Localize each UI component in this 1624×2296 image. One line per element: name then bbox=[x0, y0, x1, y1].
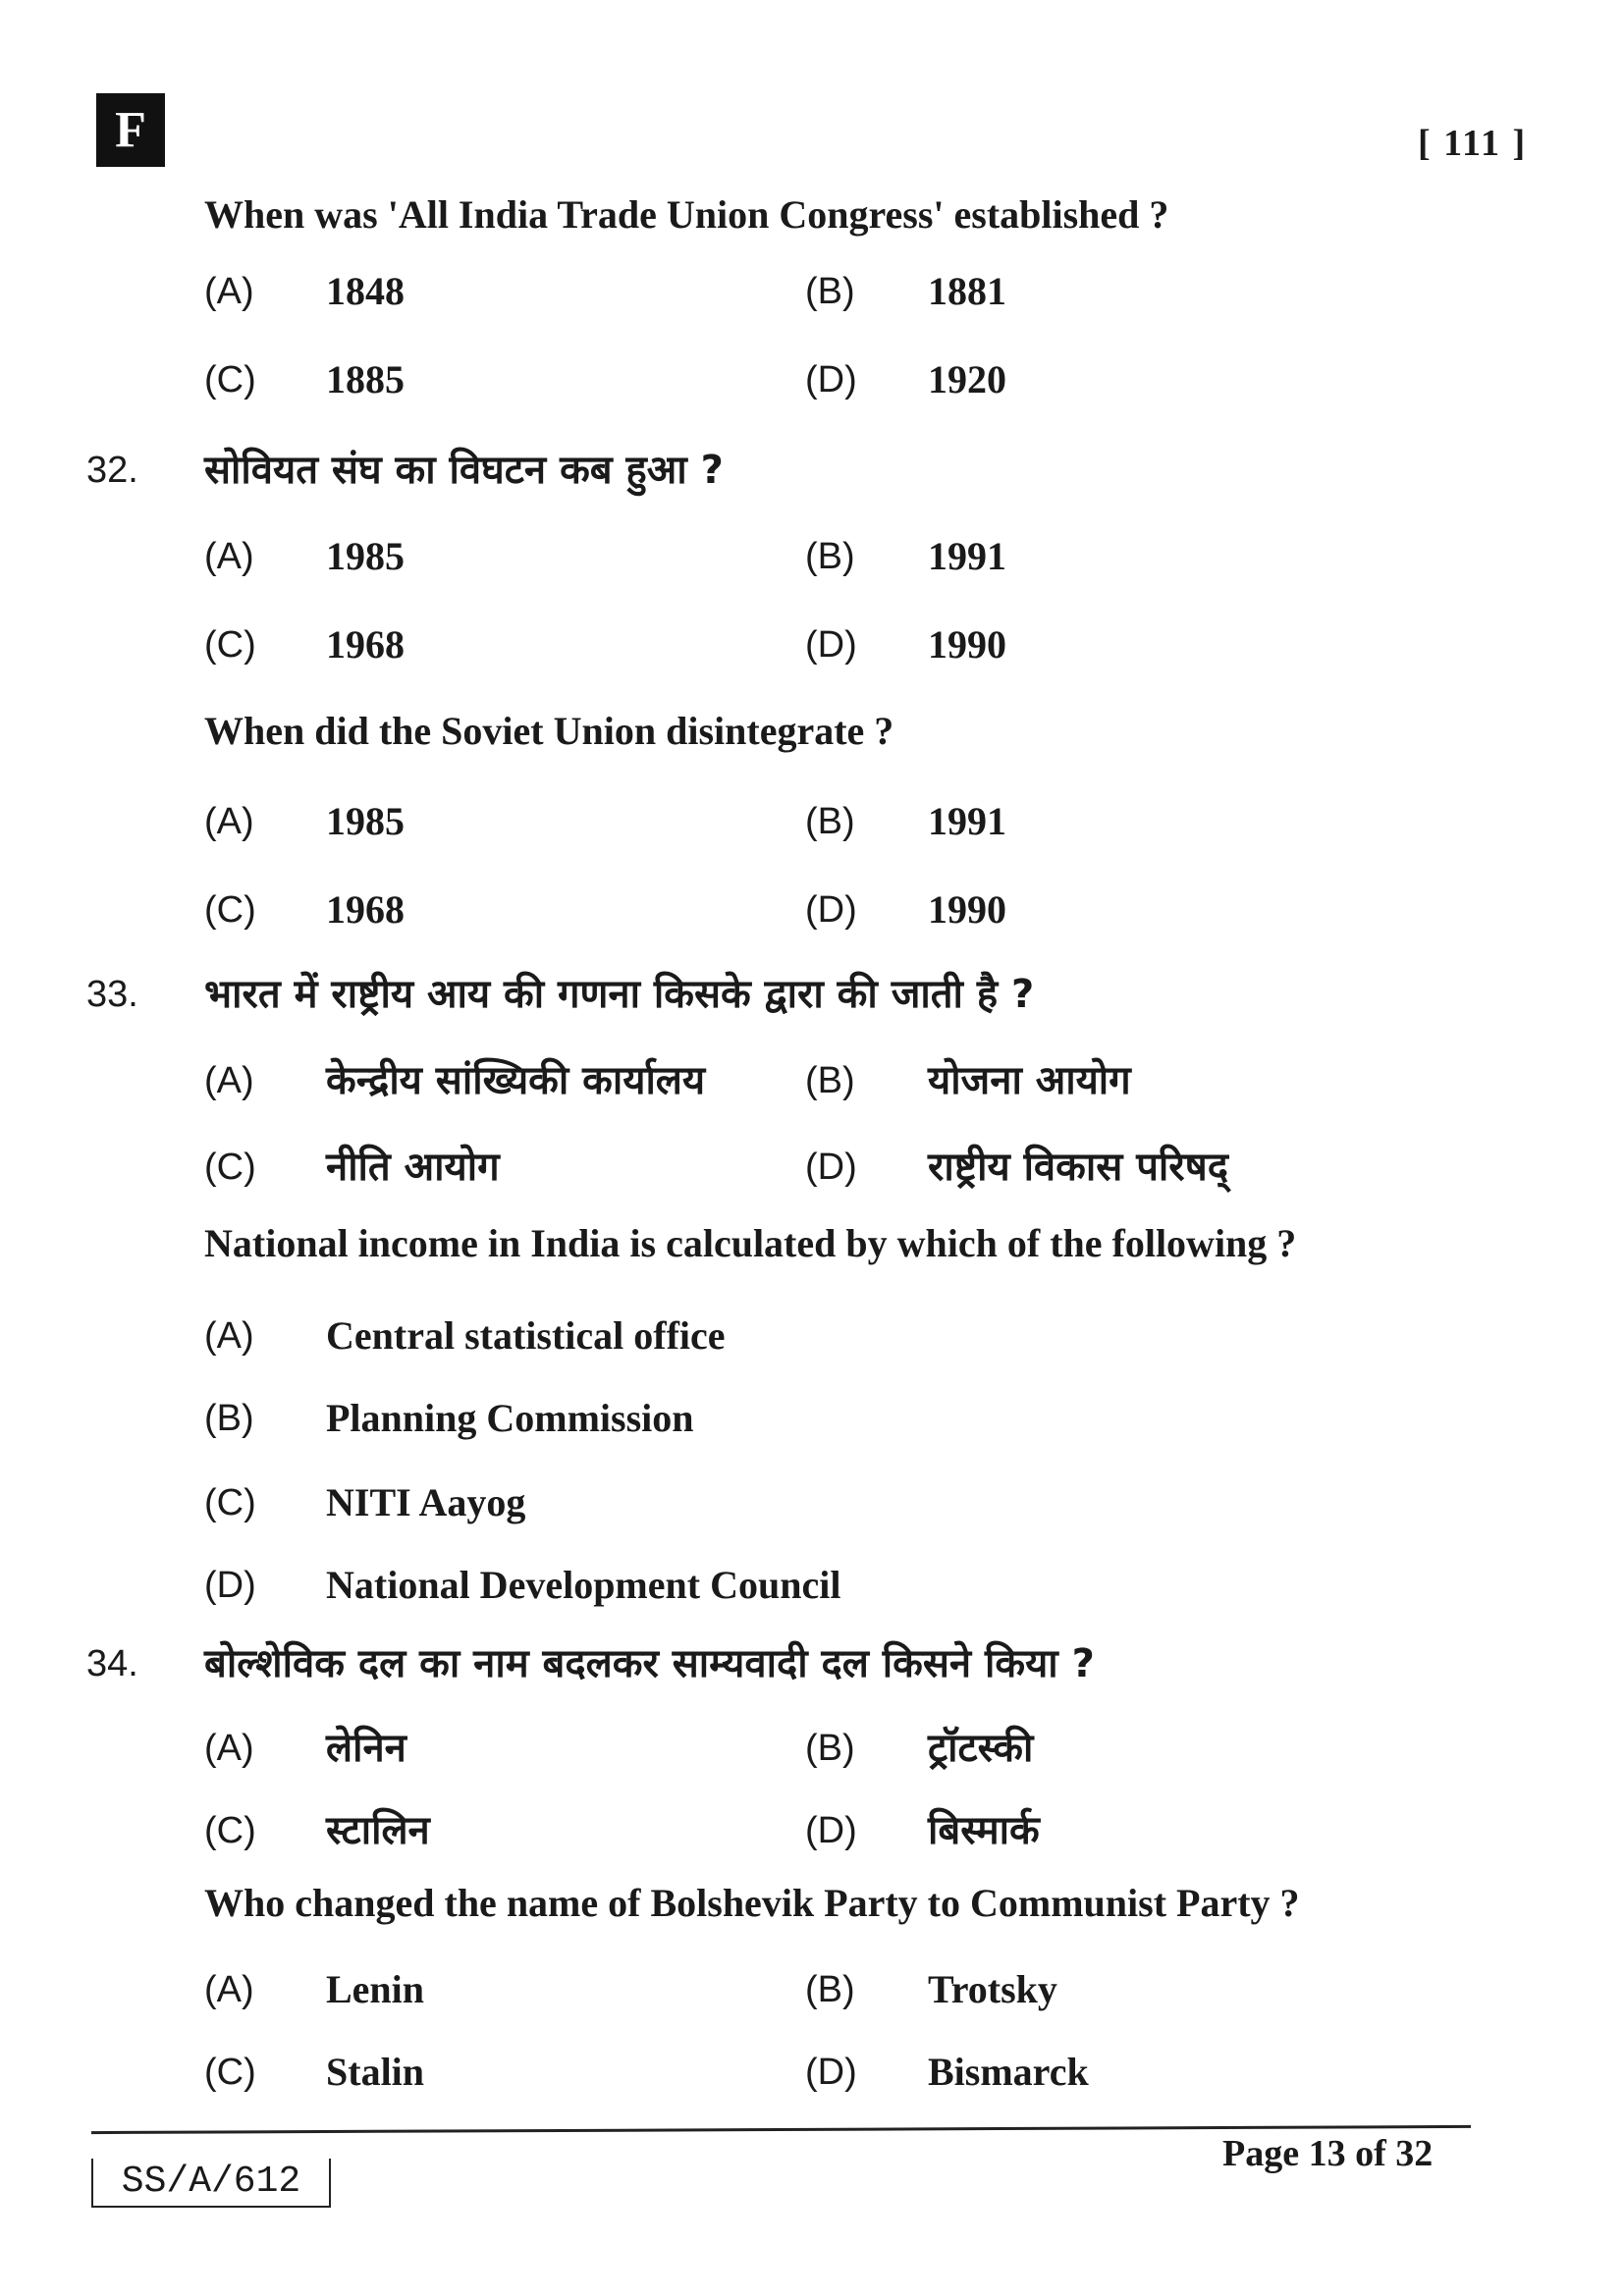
option-label: (C) bbox=[204, 1482, 256, 1523]
question-text: भारत में राष्ट्रीय आय की गणना किसके द्वारा की जाती है ? bbox=[204, 972, 1035, 1017]
option-value: 1991 bbox=[928, 799, 1006, 843]
option-value: Central statistical office bbox=[326, 1313, 726, 1358]
option-value: Stalin bbox=[326, 2050, 425, 2094]
option-value: 1920 bbox=[928, 357, 1006, 401]
option-label: (B) bbox=[805, 536, 855, 577]
option-value: 1985 bbox=[326, 799, 405, 843]
option-value: राष्ट्रीय विकास परिषद् bbox=[928, 1145, 1229, 1190]
option-label: (D) bbox=[805, 1810, 857, 1851]
paper-code: SS/A/612 bbox=[91, 2159, 331, 2208]
option-value: केन्द्रीय सांख्यिकी कार्यालय bbox=[326, 1058, 706, 1103]
option-value: 1991 bbox=[928, 534, 1006, 578]
option-value: नीति आयोग bbox=[326, 1145, 500, 1190]
option-label: (C) bbox=[204, 2052, 256, 2093]
option-label: (B) bbox=[805, 1728, 855, 1769]
option-label: (C) bbox=[204, 359, 256, 400]
option-label: (A) bbox=[204, 801, 254, 842]
option-label: (B) bbox=[805, 1969, 855, 2010]
option-label: (A) bbox=[204, 271, 254, 312]
question-text: When was 'All India Trade Union Congress' established ? bbox=[204, 192, 1169, 237]
option-label: (C) bbox=[204, 1810, 256, 1851]
option-value: Lenin bbox=[326, 1967, 425, 2011]
option-value: Planning Commission bbox=[326, 1396, 694, 1440]
option-value: 1990 bbox=[928, 622, 1006, 667]
option-label: (A) bbox=[204, 1969, 254, 2010]
option-label: (C) bbox=[204, 624, 256, 666]
question-text: Who changed the name of Bolshevik Party to Communist Party ? bbox=[204, 1881, 1300, 1925]
option-value: 1968 bbox=[326, 622, 405, 667]
option-value: ट्रॉटस्की bbox=[928, 1726, 1034, 1771]
option-label: (D) bbox=[805, 2052, 857, 2093]
page-number: [ 111 ] bbox=[1418, 123, 1528, 164]
option-label: (D) bbox=[805, 359, 857, 400]
option-label: (C) bbox=[204, 1147, 256, 1188]
option-value: 1885 bbox=[326, 357, 405, 401]
question-number: 34. bbox=[86, 1643, 138, 1684]
question-text: बोल्शेविक दल का नाम बदलकर साम्यवादी दल किसने किया ? bbox=[204, 1641, 1095, 1686]
series-badge: F bbox=[96, 93, 165, 167]
option-label: (A) bbox=[204, 536, 254, 577]
question-number: 32. bbox=[86, 450, 138, 491]
option-label: (D) bbox=[805, 889, 857, 931]
option-label: (A) bbox=[204, 1060, 254, 1101]
option-value: स्टालिन bbox=[326, 1808, 430, 1853]
option-value: Bismarck bbox=[928, 2050, 1089, 2094]
option-value: 1990 bbox=[928, 887, 1006, 932]
option-value: Trotsky bbox=[928, 1967, 1057, 2011]
question-number: 33. bbox=[86, 974, 138, 1015]
option-value: NITI Aayog bbox=[326, 1480, 526, 1524]
option-label: (C) bbox=[204, 889, 256, 931]
option-value: 1968 bbox=[326, 887, 405, 932]
option-value: National Development Council bbox=[326, 1563, 841, 1607]
option-label: (B) bbox=[204, 1398, 254, 1439]
option-label: (B) bbox=[805, 1060, 855, 1101]
option-value: 1985 bbox=[326, 534, 405, 578]
question-text: National income in India is calculated by which of the following ? bbox=[204, 1221, 1297, 1265]
option-value: योजना आयोग bbox=[928, 1058, 1131, 1103]
option-value: 1848 bbox=[326, 269, 405, 313]
option-label: (B) bbox=[805, 801, 855, 842]
option-value: 1881 bbox=[928, 269, 1006, 313]
option-value: बिस्मार्क bbox=[928, 1808, 1040, 1853]
option-label: (D) bbox=[805, 624, 857, 666]
option-value: लेनिन bbox=[326, 1726, 406, 1771]
option-label: (D) bbox=[204, 1565, 256, 1606]
option-label: (B) bbox=[805, 271, 855, 312]
question-text: सोवियत संघ का विघटन कब हुआ ? bbox=[204, 448, 724, 493]
page-counter: Page 13 of 32 bbox=[1222, 2133, 1434, 2174]
option-label: (D) bbox=[805, 1147, 857, 1188]
option-label: (A) bbox=[204, 1728, 254, 1769]
option-label: (A) bbox=[204, 1315, 254, 1357]
question-text: When did the Soviet Union disintegrate ? bbox=[204, 709, 894, 753]
